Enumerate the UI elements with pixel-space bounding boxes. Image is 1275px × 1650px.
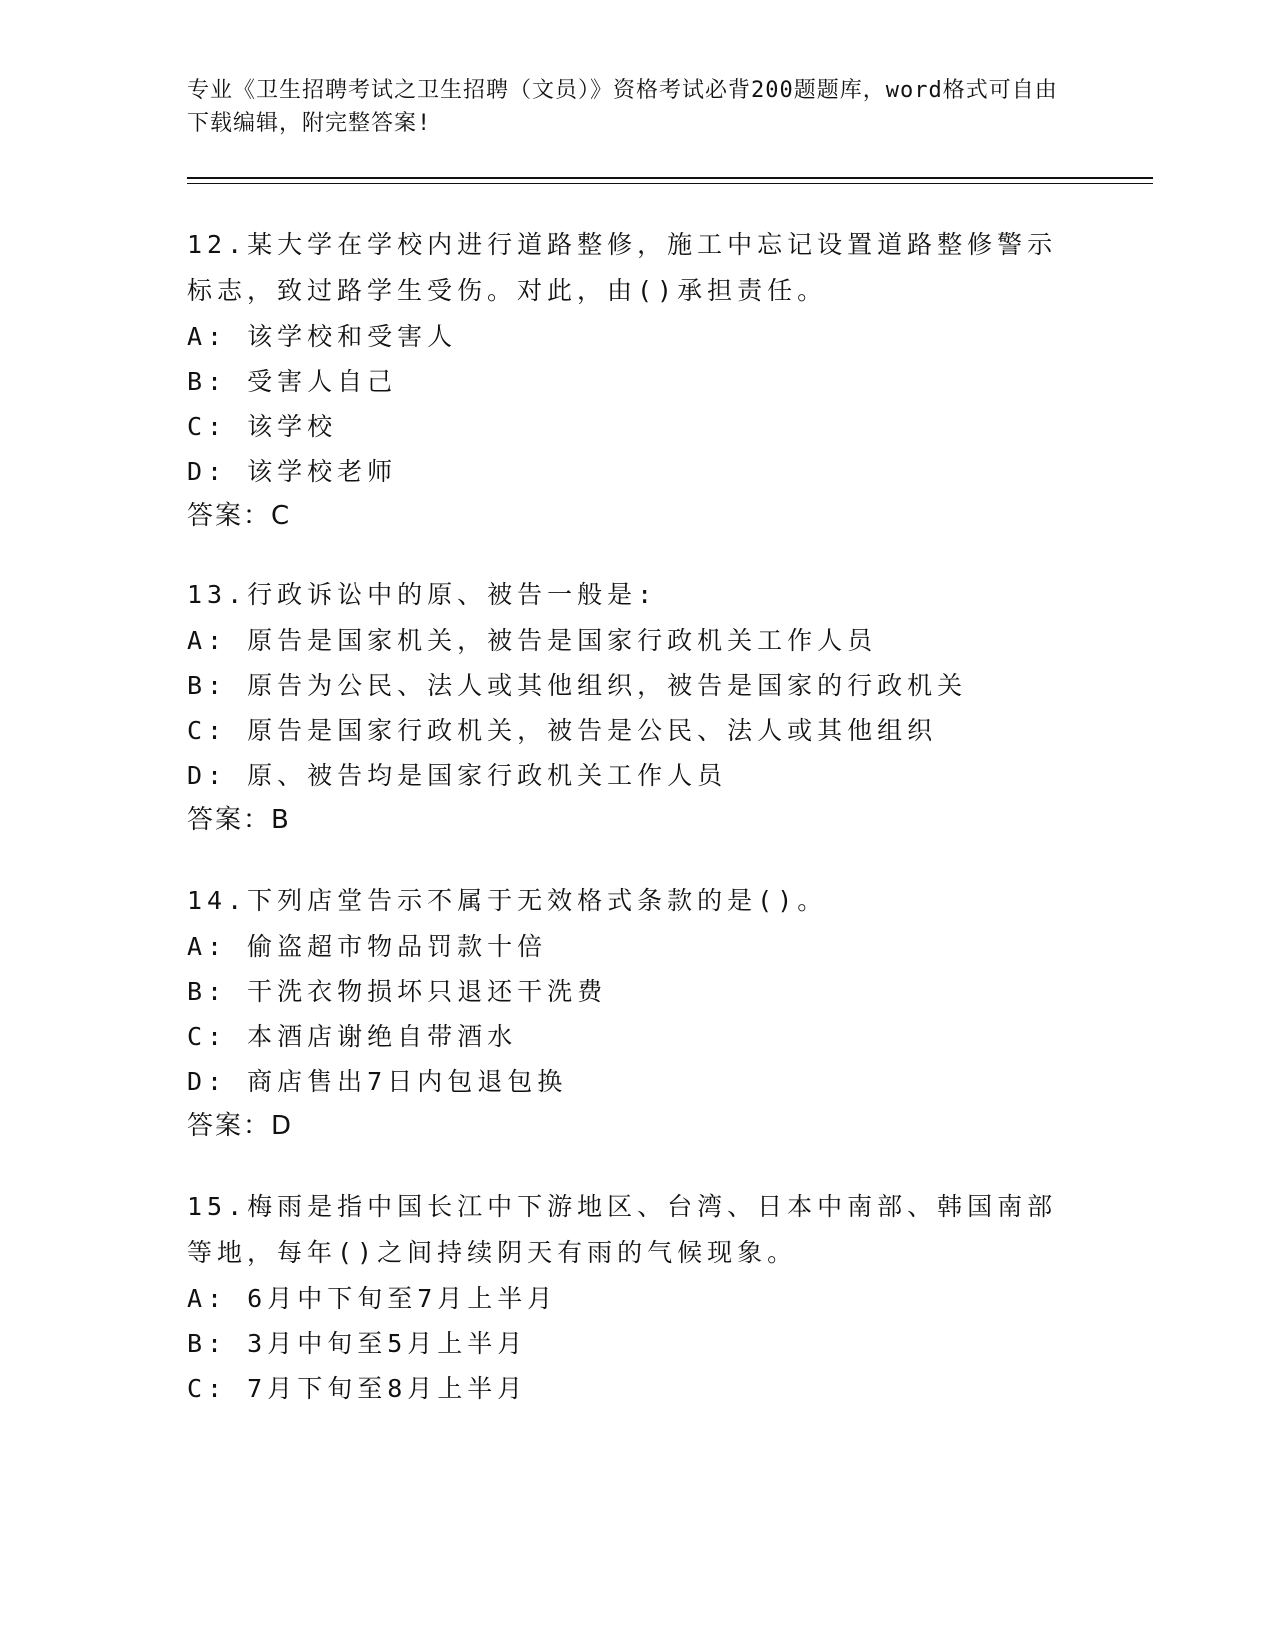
question-block-13 [187,572,1087,843]
question-stem: 13.行政诉讼中的原、被告一般是: [187,580,658,609]
option-b: B: 原告为公民、法人或其他组织，被告是国家的行政机关 [187,671,968,700]
option-d: D: 原、被告均是国家行政机关工作人员 [187,761,728,790]
option-a: A: 偷盗超市物品罚款十倍 [187,932,548,961]
answer-line: 答案：B [187,805,291,835]
option-c: C: 原告是国家行政机关，被告是公民、法人或其他组织 [187,716,938,745]
option-b: B: 干洗衣物损坏只退还干洗费 [187,977,608,1006]
header-divider-bottom [187,183,1153,184]
option-d: D: 该学校老师 [187,457,398,486]
header-divider-top [187,177,1153,179]
header-text: 专业《卫生招聘考试之卫生招聘（文员）》资格考试必背200题题库，word格式可自由下载编辑，附完整答案! [187,78,1058,136]
option-c: C: 7月下旬至8月上半月 [187,1374,528,1403]
document-header [187,74,1067,140]
option-c: C: 本酒店谢绝自带酒水 [187,1022,518,1051]
question-stem: 12.某大学在学校内进行道路整修，施工中忘记设置道路整修警示标志，致过路学生受伤。对此，由()承担责任。 [187,230,1058,305]
option-a: A: 6月中下旬至7月上半月 [187,1284,558,1313]
answer-line: 答案：C [187,501,292,531]
question-stem: 15.梅雨是指中国长江中下游地区、台湾、日本中南部、韩国南部等地，每年()之间持续阴天有雨的气候现象。 [187,1192,1058,1267]
option-a: A: 原告是国家机关，被告是国家行政机关工作人员 [187,626,878,655]
option-a: A: 该学校和受害人 [187,322,458,351]
option-d: D: 商店售出7日内包退包换 [187,1067,568,1096]
option-b: B: 3月中旬至5月上半月 [187,1329,528,1358]
question-block-15 [187,1184,1087,1411]
option-c: C: 该学校 [187,412,338,441]
answer-line: 答案：D [187,1111,294,1141]
question-block-12 [187,222,1087,539]
option-b: B: 受害人自己 [187,367,398,396]
question-block-14 [187,878,1087,1149]
question-stem: 14.下列店堂告示不属于无效格式条款的是()。 [187,886,828,915]
